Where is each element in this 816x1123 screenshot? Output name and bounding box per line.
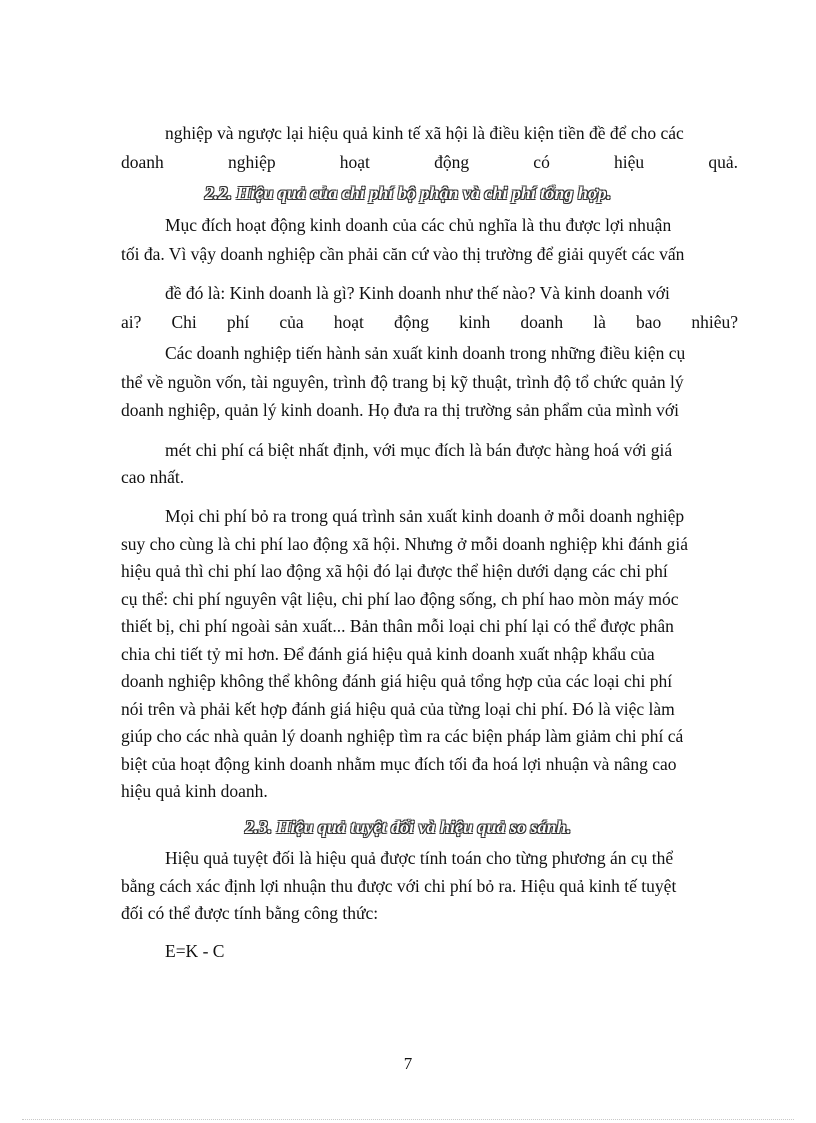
body-text-line: Mục đích hoạt động kinh doanh của các chủ nghĩa là thu được lợi nhuận bbox=[165, 215, 672, 235]
page-bottom-divider bbox=[22, 1119, 794, 1120]
body-text-line: Mọi chi phí bỏ ra trong quá trình sản xuất kinh doanh ở mỗi doanh nghiệp bbox=[165, 506, 685, 526]
body-text-line: mét chi phí cá biệt nhất định, với mục đích là bán được hàng hoá với giá bbox=[165, 440, 673, 460]
body-text-line: bằng cách xác định lợi nhuận thu được với chi phí bỏ ra. Hiệu quả kinh tế tuyệt bbox=[121, 876, 677, 896]
body-text-line: hiệu quả kinh doanh. bbox=[121, 781, 268, 801]
body-text-line: thiết bị, chi phí ngoài sản xuất... Bản thân mỗi loại chi phí lại có thể được phân bbox=[121, 616, 674, 636]
body-text-line: đối có thể được tính bằng công thức: bbox=[121, 903, 379, 923]
body-text-line: doanh nghiệp không thể không đánh giá hiệu quả tổng hợp của các loại chi phí bbox=[121, 671, 673, 691]
body-text-line: chia chi tiết tỷ mỉ hơn. Để đánh giá hiệu quả kinh doanh xuất nhập khẩu của bbox=[121, 644, 655, 664]
body-text-line: cao nhất. bbox=[121, 467, 185, 487]
body-text-line: thể về nguồn vốn, tài nguyên, trình độ trang bị kỹ thuật, trình độ tổ chức quản lý bbox=[121, 372, 684, 392]
body-text-line: nghiệp và ngược lại hiệu quả kinh tế xã hội là điều kiện tiền đề để cho các bbox=[165, 123, 684, 143]
section-heading: 2.3. Hiệu quả tuyệt đối và hiệu quả so sánh. bbox=[244, 817, 572, 837]
body-text-line: cụ thể: chi phí nguyên vật liệu, chi phí lao động sống, ch phí hao mòn máy móc bbox=[121, 589, 679, 609]
body-text-line: Hiệu quả tuyệt đối là hiệu quả được tính toán cho từng phương án cụ thể bbox=[165, 848, 674, 868]
body-text-line: đề đó là: Kinh doanh là gì? Kinh doanh như thế nào? Và kinh doanh với bbox=[165, 283, 670, 303]
body-text-line: doanh nghiệp, quản lý kinh doanh. Họ đưa ra thị trường sản phẩm của mình với bbox=[121, 400, 680, 420]
body-text-line: nói trên và phải kết hợp đánh giá hiệu quả của từng loại chi phí. Đó là việc làm bbox=[121, 699, 675, 719]
body-text-line: giúp cho các nhà quản lý doanh nghiệp tìm ra các biện pháp làm giảm chi phí cá bbox=[121, 726, 684, 746]
page-number: 7 bbox=[403, 1054, 413, 1073]
body-text-line: biệt của hoạt động kinh doanh nhằm mục đích tối đa hoá lợi nhuận và nâng cao bbox=[121, 754, 677, 774]
body-text-line: hiệu quả thì chi phí lao động xã hội đó lại được thể hiện dưới dạng các chi phí bbox=[121, 561, 668, 581]
formula: E=K - C bbox=[165, 941, 225, 961]
body-text-line: suy cho cùng là chi phí lao động xã hội. Nhưng ở mỗi doanh nghiệp khi đánh giá bbox=[121, 534, 688, 554]
section-heading: 2.2. Hiệu quả của chi phí bộ phận và chi phí tổng hợp. bbox=[204, 183, 612, 203]
body-text-line: ai? Chi phí của hoạt động kinh doanh là bao nhiêu? bbox=[121, 312, 738, 332]
body-text-line: Các doanh nghiệp tiến hành sản xuất kinh doanh trong những điều kiện cụ bbox=[165, 343, 686, 363]
body-text-line: doanh nghiệp hoạt động có hiệu quả. bbox=[121, 152, 738, 172]
body-text-line: tối đa. Vì vậy doanh nghiệp cần phải căn cứ vào thị trường để giải quyết các vấn bbox=[121, 244, 685, 264]
